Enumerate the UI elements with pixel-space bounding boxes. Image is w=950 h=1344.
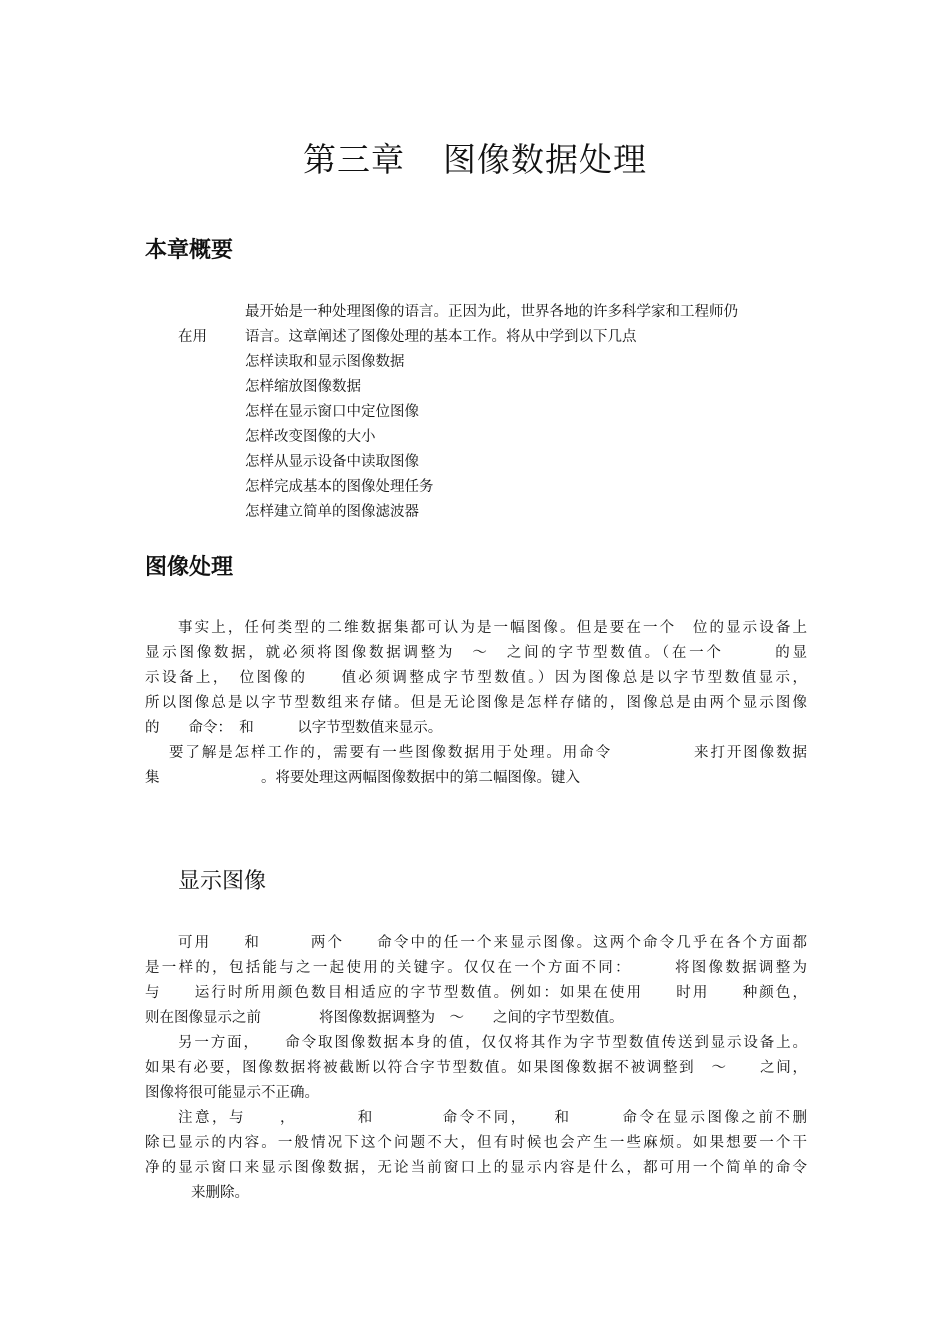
paragraph-line: 示设备上， 位图像的 值必须调整成字节型数值。）因为图像总是以字节型数值显示， — [145, 670, 807, 686]
overview-list-item: 怎样完成基本的图像处理任务 — [245, 479, 434, 495]
paragraph-line: 除已显示的内容。一般情况下这个问题不大，但有时候也会产生一些麻烦。如果想要一个干 — [145, 1135, 807, 1151]
overview-list-item: 怎样建立简单的图像滤波器 — [245, 504, 419, 520]
paragraph-line: 事实上，任何类型的二维数据集都可认为是一幅图像。但是要在一个 位的显示设备上 — [178, 620, 807, 636]
overview-list-item: 怎样从显示设备中读取图像 — [245, 454, 419, 470]
paragraph-line: 要了解是怎样工作的，需要有一些图像数据用于处理。用命令 来打开图像数据 — [169, 745, 807, 761]
paragraph-line: 如果有必要，图像数据将被截断以符合字节型数值。如果图像数据不被调整到 ～ 之间， — [145, 1060, 807, 1076]
paragraph-line: 显示图像数据，就必须将图像数据调整为 ～ 之间的字节型数值。（在一个 的显 — [145, 645, 807, 661]
paragraph-line: 另一方面， 命令取图像数据本身的值，仅仅将其作为字节型数值传送到显示设备上。 — [178, 1035, 807, 1051]
paragraph-line: 图像将很可能显示不正确。 — [145, 1085, 319, 1101]
overview-intro-line2: 语言。这章阐述了图像处理的基本工作。将从中学到以下几点 — [245, 329, 637, 345]
paragraph-line: 所以图像总是以字节型数组来存储。但是无论图像是怎样存储的，图像总是由两个显示图像 — [145, 695, 807, 711]
paragraph-line: 集 。将要处理这两幅图像数据中的第二幅图像。键入 — [145, 770, 580, 786]
paragraph-line: 净的显示窗口来显示图像数据，无论当前窗口上的显示内容是什么，都可用一个简单的命令 — [145, 1160, 807, 1176]
display-image-heading: 显示图像 — [178, 869, 267, 894]
paragraph-line: 是一样的，包括能与之一起使用的关键字。仅仅在一个方面不同： 将图像数据调整为 — [145, 960, 807, 976]
overview-list-item: 怎样缩放图像数据 — [245, 379, 361, 395]
overview-intro-line1: 最开始是一种处理图像的语言。正因为此，世界各地的许多科学家和工程师仍 — [245, 304, 738, 320]
paragraph-line: 来删除。 — [191, 1185, 249, 1201]
overview-heading: 本章概要 — [145, 238, 234, 263]
paragraph-line: 与 运行时所用颜色数目相适应的字节型数值。例如：如果在使用 时用 种颜色， — [145, 985, 807, 1001]
chapter-title — [0, 134, 950, 181]
image-processing-heading: 图像处理 — [145, 555, 234, 580]
overview-list-item: 怎样读取和显示图像数据 — [245, 354, 405, 370]
paragraph-line: 注意，与 ， 和 命令不同， 和 命令在显示图像之前不删 — [178, 1110, 807, 1126]
paragraph-line: 则在图像显示之前 将图像数据调整为 ～ 之间的字节型数值。 — [145, 1010, 624, 1026]
overview-list-item: 怎样在显示窗口中定位图像 — [245, 404, 419, 420]
chapter-name: 图像数据处理 — [443, 140, 647, 179]
overview-list-item: 怎样改变图像的大小 — [245, 429, 376, 445]
paragraph-line: 的 命令： 和 以字节型数值来显示。 — [145, 720, 443, 736]
overview-intro-prefix: 在用 — [178, 329, 207, 345]
chapter-number: 第三章 — [303, 140, 405, 179]
paragraph-line: 可用 和 两个 命令中的任一个来显示图像。这两个命令几乎在各个方面都 — [178, 935, 807, 951]
